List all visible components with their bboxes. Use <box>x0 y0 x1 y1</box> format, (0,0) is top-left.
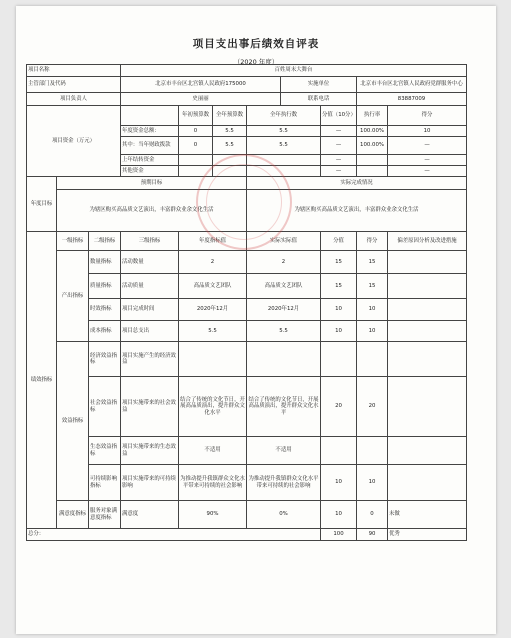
output-note <box>388 321 467 342</box>
total-grade: 优秀 <box>388 529 467 541</box>
output-l3: 项目总支出 <box>121 321 179 342</box>
satisfaction-target: 90% <box>179 501 247 529</box>
effect-score <box>321 342 357 377</box>
effect-score <box>321 437 357 465</box>
effect-note <box>388 377 467 437</box>
document-title: 项目支出事后绩效自评表 <box>192 38 320 50</box>
effect-note <box>388 437 467 465</box>
project-name: 百姓周末大舞台 <box>121 65 467 77</box>
funds-cell: 5.5 <box>247 126 321 137</box>
funds-cell <box>357 155 388 166</box>
effect-actual: 为推动提升我镇群众文化水平带来可持续的社会影响 <box>247 465 321 501</box>
funds-cell <box>179 166 213 177</box>
funds-header: 得分 <box>388 106 467 126</box>
funds-header: 分值（10分） <box>321 106 357 126</box>
funds-cell: 0 <box>179 137 213 155</box>
output-l2: 数量指标 <box>89 251 121 274</box>
effect-l3: 项目实施产生的经济效益 <box>121 342 179 377</box>
header-actual: 实际实际值 <box>247 232 321 251</box>
header-score: 分值 <box>321 232 357 251</box>
leader-label: 项目负责人 <box>27 93 121 106</box>
header-note: 偏差原因分析及改进措施 <box>388 232 467 251</box>
funds-cell: 100.00% <box>357 137 388 155</box>
leader-value: 史丽丽 <box>121 93 281 106</box>
funds-cell: — <box>388 155 467 166</box>
funds-cell <box>179 155 213 166</box>
total-score: 100 <box>321 529 357 541</box>
unit-label: 实施单位 <box>281 77 357 93</box>
funds-row-name: 年度资金总额： <box>121 126 179 137</box>
funds-cell <box>213 155 247 166</box>
funds-row-name: 上年结转资金 <box>121 155 179 166</box>
effect-got: 10 <box>357 465 388 501</box>
funds-cell: — <box>321 166 357 177</box>
funds-header: 年初预算数 <box>179 106 213 126</box>
header-target: 年度指标值 <box>179 232 247 251</box>
funds-row-name: 其他资金 <box>121 166 179 177</box>
effect-l2: 生态效益指标 <box>89 437 121 465</box>
effect-note <box>388 342 467 377</box>
output-l2: 时效指标 <box>89 299 121 321</box>
effect-target <box>179 342 247 377</box>
effect-score: 10 <box>321 465 357 501</box>
effect-l2: 社会效益指标 <box>89 377 121 437</box>
output-score: 15 <box>321 274 357 299</box>
output-l2: 成本指标 <box>89 321 121 342</box>
unit-value: 北京市丰台区北宫镇人民政府党群服务中心 <box>357 77 467 93</box>
effect-target: 为推动提升我镇群众文化水平带来可持续的社会影响 <box>179 465 247 501</box>
output-got: 10 <box>357 321 388 342</box>
output-target: 5.5 <box>179 321 247 342</box>
effect-got <box>357 437 388 465</box>
satisfaction-score: 10 <box>321 501 357 529</box>
effect-actual: 结合了传统的文化节日，开展高品质演出，提升群众文化水平 <box>247 377 321 437</box>
effect-l3: 项目实施带来的可持续影响 <box>121 465 179 501</box>
output-target: 高品质文艺团队 <box>179 274 247 299</box>
output-target: 2 <box>179 251 247 274</box>
effect-l3: 项目实施带来的社会效益 <box>121 377 179 437</box>
goals-actual: 为辖区购买高品质文艺演出，丰富群众业余文化生活 <box>247 190 467 232</box>
funds-cell <box>213 166 247 177</box>
output-score: 15 <box>321 251 357 274</box>
funds-header: 全年执行数 <box>247 106 321 126</box>
funds-cell <box>357 166 388 177</box>
output-l3: 活动数量 <box>121 251 179 274</box>
funds-cell: 5.5 <box>213 126 247 137</box>
output-l3: 项目完成时间 <box>121 299 179 321</box>
funds-header: 全年预算数 <box>213 106 247 126</box>
funds-cell <box>247 155 321 166</box>
effect-got: 20 <box>357 377 388 437</box>
total-got: 90 <box>357 529 388 541</box>
dept-label: 主管部门及代码 <box>27 77 121 93</box>
header-l3: 三级指标 <box>121 232 179 251</box>
satisfaction-note: 未做 <box>388 501 467 529</box>
dept-value: 北京市丰台区北宫镇人民政府175000 <box>121 77 281 93</box>
effect-got <box>357 342 388 377</box>
output-actual: 2 <box>247 251 321 274</box>
effect-indicator-label: 效益指标 <box>57 342 89 501</box>
goals-actual-label: 实际完成情况 <box>247 177 467 190</box>
funds-cell: — <box>388 137 467 155</box>
output-got: 15 <box>357 274 388 299</box>
funds-cell: 0 <box>179 126 213 137</box>
effect-note <box>388 465 467 501</box>
goals-expected-label: 预期目标 <box>57 177 247 190</box>
goals-expected: 为辖区购买高品质文艺演出，丰富群众业余文化生活 <box>57 190 247 232</box>
funds-cell: 100.00% <box>357 126 388 137</box>
effect-l3: 项目实施带来的生态效益 <box>121 437 179 465</box>
header-l2: 二级指标 <box>89 232 121 251</box>
output-score: 10 <box>321 321 357 342</box>
effect-l2: 经济效益指标 <box>89 342 121 377</box>
satisfaction-l2: 服务对象满意度指标 <box>89 501 121 529</box>
header-got: 得分 <box>357 232 388 251</box>
funds-cell: 10 <box>388 126 467 137</box>
document-year: （2020 年度） <box>233 58 279 66</box>
funds-row-name: 其中：当年财政拨款 <box>121 137 179 155</box>
satisfaction-actual: 0% <box>247 501 321 529</box>
funds-header: 执行率 <box>357 106 388 126</box>
output-actual: 5.5 <box>247 321 321 342</box>
satisfaction-got: 0 <box>357 501 388 529</box>
output-got: 15 <box>357 251 388 274</box>
output-note <box>388 299 467 321</box>
output-actual: 2020年12月 <box>247 299 321 321</box>
output-target: 2020年12月 <box>179 299 247 321</box>
funds-label: 项目资金（万元） <box>27 106 121 177</box>
effect-actual: 不适用 <box>247 437 321 465</box>
header-l1: 一级指标 <box>57 232 89 251</box>
evaluation-table <box>26 64 467 541</box>
funds-cell: — <box>321 137 357 155</box>
output-l3: 活动质量 <box>121 274 179 299</box>
output-got: 10 <box>357 299 388 321</box>
funds-cell: — <box>321 155 357 166</box>
phone-value: 83887009 <box>357 93 467 106</box>
output-note <box>388 251 467 274</box>
indicators-side-label: 绩效指标 <box>27 232 57 529</box>
funds-cell <box>247 166 321 177</box>
effect-target: 结合了传统的文化节日，开展高品质演出，提升群众文化水平 <box>179 377 247 437</box>
output-actual: 高品质文艺团队 <box>247 274 321 299</box>
effect-actual <box>247 342 321 377</box>
phone-label: 联系电话 <box>281 93 357 106</box>
funds-cell: 5.5 <box>213 137 247 155</box>
output-note <box>388 274 467 299</box>
project-name-label: 项目名称 <box>27 65 121 77</box>
effect-target: 不适用 <box>179 437 247 465</box>
output-l2: 质量指标 <box>89 274 121 299</box>
effect-l2: 可持续影响指标 <box>89 465 121 501</box>
funds-cell: — <box>321 126 357 137</box>
effect-score: 20 <box>321 377 357 437</box>
satisfaction-indicator-label: 满意度指标 <box>57 501 89 529</box>
total-label: 总分： <box>27 529 321 541</box>
funds-cell: — <box>388 166 467 177</box>
output-score: 10 <box>321 299 357 321</box>
funds-cell: 5.5 <box>247 137 321 155</box>
output-indicator-label: 产出指标 <box>57 251 89 342</box>
satisfaction-l3: 满意度 <box>121 501 179 529</box>
goals-label: 年度目标 <box>27 177 57 232</box>
